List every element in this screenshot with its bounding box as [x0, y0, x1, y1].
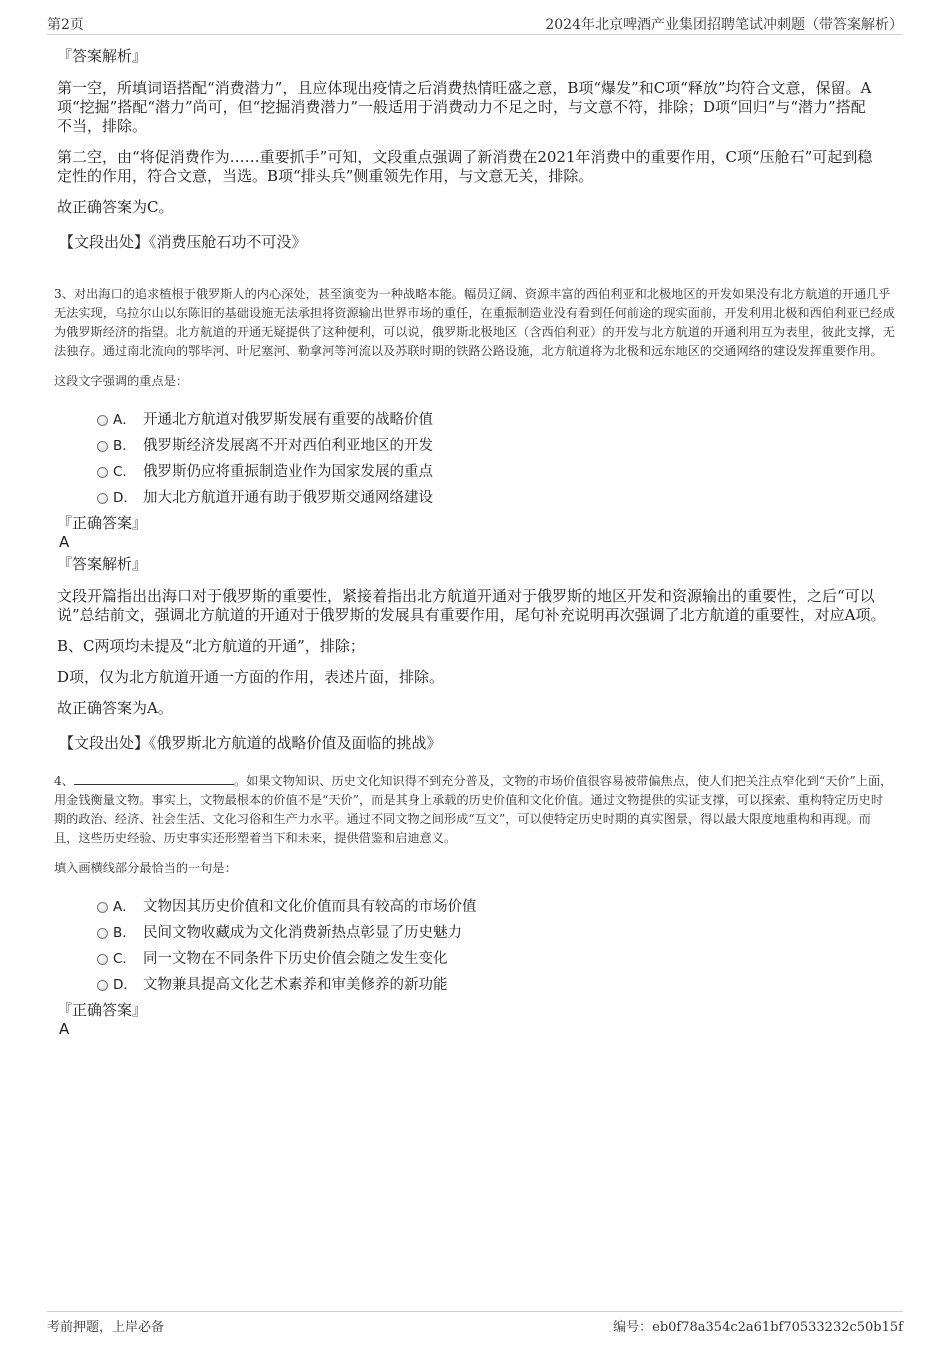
option-a[interactable]: A． 开通北方航道对俄罗斯发展有重要的战略价值: [57, 407, 900, 433]
option-b[interactable]: B． 俄罗斯经济发展离不开对西伯利亚地区的开发: [57, 433, 900, 459]
option-d[interactable]: D． 加大北方航道开通有助于俄罗斯交通网络建设: [57, 485, 900, 511]
analysis-paragraph: B、C两项均未提及“北方航道的开通”，排除；: [57, 637, 365, 655]
radio-button[interactable]: [97, 467, 108, 478]
footer-slogan: 考前押题，上岸必备: [47, 1320, 165, 1335]
page-footer: [47, 1311, 903, 1334]
option-b[interactable]: B． 民间文物收藏成为文化消费新热点彰显了历史魅力: [57, 920, 900, 946]
option-list: [57, 894, 900, 998]
question-prompt: 填入画横线部分最恰当的一句是：: [54, 861, 237, 875]
analysis-label: 『答案解析』: [57, 555, 148, 573]
analysis-conclusion: 故正确答案为C。: [57, 198, 174, 216]
option-c[interactable]: C． 同一文物在不同条件下历史价值会随之发生变化: [57, 946, 900, 972]
analysis-paragraph: D项，仅为北方航道开通一方面的作用，表述片面，排除。: [57, 668, 445, 686]
correct-answer-label: 『正确答案』: [57, 1001, 148, 1019]
page-number: 第2页: [47, 17, 84, 33]
analysis-paragraph: 文段开篇指出出海口对于俄罗斯的重要性，紧接着指出北方航道开通对于俄罗斯的地区开发和资源输出的重要性，之后“可以说”总结前文，强调北方航道的开通对于俄罗斯的发展具有重要作用，尾句补充说明再次强调了北方航道的重要性，对应A项。: [57, 587, 886, 624]
page-content: [54, 46, 900, 1039]
option-a[interactable]: A． 文物因其历史价值和文化价值而具有较高的市场价值: [57, 894, 900, 920]
radio-button[interactable]: [97, 493, 108, 504]
question-prompt: 这段文字强调的重点是：: [54, 374, 189, 388]
analysis-label: 『答案解析』: [57, 47, 148, 65]
option-d[interactable]: D． 文物兼具提高文化艺术素养和审美修养的新功能: [57, 972, 900, 998]
document-id: 编号：eb0f78a354c2a61bf70533232c50b15f: [613, 1320, 903, 1335]
passage-source: 【文段出处】《俄罗斯北方航道的战略价值及面临的挑战》: [59, 734, 442, 752]
radio-button[interactable]: [97, 441, 108, 452]
analysis-paragraph: 第一空，所填词语搭配“消费潜力”，且应体现出疫情之后消费热情旺盛之意，B项“爆发”和C项“释放”均符合文意，保留。A项“挖掘”搭配“潜力”尚可，但“挖掘消费潜力”一般适用于消费动力不足之时，与文意不符，排除；D项“回归”与“潜力”搭配不当，排除。: [57, 79, 872, 135]
correct-answer: A: [59, 533, 70, 551]
radio-button[interactable]: [97, 954, 108, 965]
option-list: [57, 407, 900, 511]
analysis-conclusion: 故正确答案为A。: [57, 699, 173, 717]
question-stem: 4、 。如果文物知识、历史文化知识得不到充分普及，文物的市场价值很容易被带偏焦点，使人们把关注点窄化到“天价”上面，用金钱衡量文物。事实上，文物最根本的价值不是“天价”，而是其身上承载的历史价值和文化价值。通过文物提供的实证支撑，可以探索、重构特定历史时期的政治、经济、社会生活、文化习俗和生产力水平。通过不同文物之间形成“互文”，可以使特定历史时期的真实图景，得以最大限度地重构和再现。而且，这些历史经验、历史事实还形塑着当下和未来，提供借鉴和启迪意义。: [54, 774, 893, 845]
radio-button[interactable]: [97, 928, 108, 939]
fill-blank: [74, 772, 234, 785]
radio-button[interactable]: [97, 415, 108, 426]
radio-button[interactable]: [97, 902, 108, 913]
page-header: [47, 14, 903, 35]
correct-answer: A: [59, 1020, 70, 1038]
correct-answer-label: 『正确答案』: [57, 514, 148, 532]
question-stem: 3、对出海口的追求植根于俄罗斯人的内心深处，甚至演变为一种战略本能。幅员辽阔、资源丰富的西伯利亚和北极地区的开发如果没有北方航道的开通几乎无法实现，乌拉尔山以东陈旧的基础设施无法承担将资源输出世界市场的重任，在重振制造业没有看到任何前途的现实面前，开发利用北极和西伯利亚已经成为俄罗斯经济的指望。北方航道的开通无疑提供了这种便利，可以说，俄罗斯北极地区（含西伯利亚）的开发与北方航道的开通利用互为表里，彼此支撑，无法独存。通过南北流向的鄂毕河、叶尼塞河、勒拿河等河流以及苏联时期的铁路公路设施，北方航道将为北极和远东地区的交通网络的建设发挥重要作用。: [54, 287, 895, 358]
document-title: 2024年北京啤酒产业集团招聘笔试冲刺题（带答案解析）: [545, 17, 903, 33]
radio-button[interactable]: [97, 980, 108, 991]
passage-source: 【文段出处】《消费压舱石功不可没》: [59, 233, 307, 251]
option-c[interactable]: C． 俄罗斯仍应将重振制造业作为国家发展的重点: [57, 459, 900, 485]
analysis-paragraph: 第二空，由“将促消费作为……重要抓手”可知，文段重点强调了新消费在2021年消费中的重要作用，C项“压舱石”可起到稳定性的作用，符合文意，当选。B项“排头兵”侧重领先作用，与文意无关，排除。: [57, 148, 873, 185]
